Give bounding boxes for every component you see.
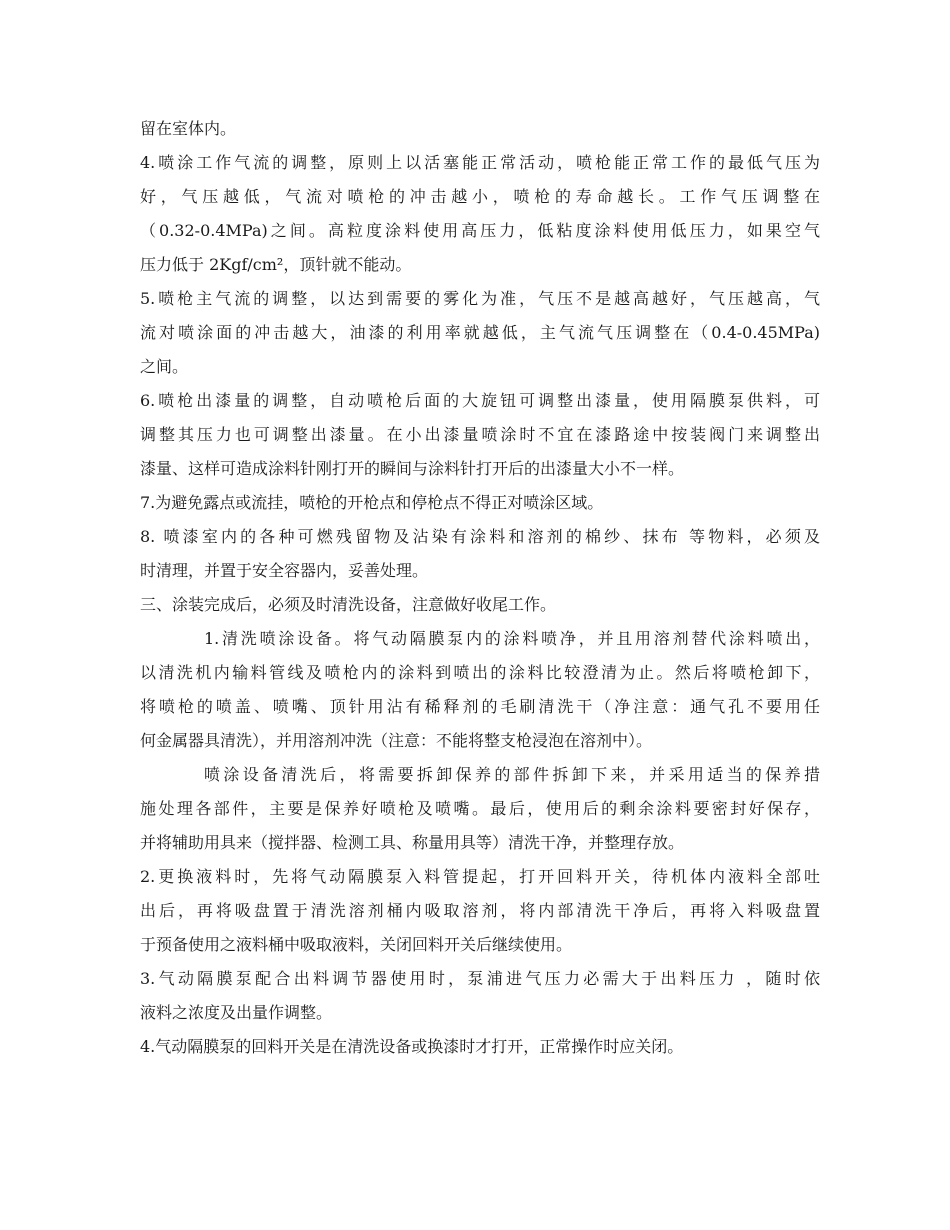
text-line: 3.气动隔膜泵配合出料调节器使用时，泵浦进气压力必需大于出料压力 ，随时依 xyxy=(140,969,820,988)
text-line: 8. 喷漆室内的各种可燃残留物及沾染有涂料和溶剂的棉纱、抹布 等物料，必须及 xyxy=(140,527,820,546)
text-line: 1.清洗喷涂设备。将气动隔膜泵内的涂料喷净，并且用溶剂替代涂料喷出， xyxy=(204,629,820,648)
text-line: 流对喷涂面的冲击越大，油漆的利用率就越低，主气流气压调整在（0.4-0.45MPa) xyxy=(140,323,820,342)
text-line: 出后，再将吸盘置于清洗溶剂桶内吸取溶剂，将内部清洗干净后，再将入料吸盘置 xyxy=(140,901,820,920)
text-line: 并将辅助用具来（搅拌器、检测工具、称量用具等）清洗干净，并整理存放。 xyxy=(140,833,685,852)
text-line: 之间。 xyxy=(140,357,189,376)
text-line: 6.喷枪出漆量的调整，自动喷枪后面的大旋钮可调整出漆量，使用隔膜泵供料，可 xyxy=(140,391,820,410)
text-line: 施处理各部件，主要是保养好喷枪及喷嘴。最后，使用后的剩余涂料要密封好保存， xyxy=(140,799,820,818)
text-line: 4.喷涂工作气流的调整，原则上以活塞能正常活动，喷枪能正常工作的最低气压为 xyxy=(140,153,820,172)
text-line: 将喷枪的喷盖、喷嘴、顶针用沾有稀释剂的毛刷清洗干（净注意：通气孔不要用任 xyxy=(140,697,820,716)
text-line: 2.更换液料时，先将气动隔膜泵入料管提起，打开回料开关，待机体内液料全部吐 xyxy=(140,867,820,886)
text-line: 喷涂设备清洗后，将需要拆卸保养的部件拆卸下来，并采用适当的保养措 xyxy=(204,765,820,784)
text-line: 留在室体内。 xyxy=(140,119,237,138)
text-line: 时清理，并置于安全容器内，妥善处理。 xyxy=(140,561,429,580)
text-line: 三、涂装完成后，必须及时清洗设备，注意做好收尾工作。 xyxy=(140,595,557,614)
text-line: 好，气压越低，气流对喷枪的冲击越小，喷枪的寿命越长。工作气压调整在 xyxy=(140,187,820,206)
text-line: 漆量、这样可造成涂料针刚打开的瞬间与涂料针打开后的出漆量大小不一样。 xyxy=(140,459,685,478)
text-line: 5.喷枪主气流的调整，以达到需要的雾化为准，气压不是越高越好，气压越高，气 xyxy=(140,289,820,308)
text-line: 以清洗机内输料管线及喷枪内的涂料到喷出的涂料比较澄清为止。然后将喷枪卸下， xyxy=(140,663,820,682)
text-line: 何金属器具清洗），并用溶剂冲洗（注意：不能将整支枪浸泡在溶剂中）。 xyxy=(140,731,653,750)
text-line: （0.32-0.4MPa)之间。高粒度涂料使用高压力，低粘度涂料使用低压力，如果空气 xyxy=(140,221,820,240)
text-line: 调整其压力也可调整出漆量。在小出漆量喷涂时不宜在漆路途中按装阀门来调整出 xyxy=(140,425,820,444)
text-line: 于预备使用之液料桶中吸取液料，关闭回料开关后继续使用。 xyxy=(140,935,573,954)
text-line: 液料之浓度及出量作调整。 xyxy=(140,1003,333,1022)
text-line: 4.气动隔膜泵的回料开关是在清洗设备或换漆时才打开，正常操作时应关闭。 xyxy=(140,1037,684,1056)
text-line: 7.为避免露点或流挂，喷枪的开枪点和停枪点不得正对喷涂区域。 xyxy=(140,493,604,512)
text-line: 压力低于 2Kgf/cm²，顶针就不能动。 xyxy=(140,255,412,274)
document-body xyxy=(140,112,820,1064)
